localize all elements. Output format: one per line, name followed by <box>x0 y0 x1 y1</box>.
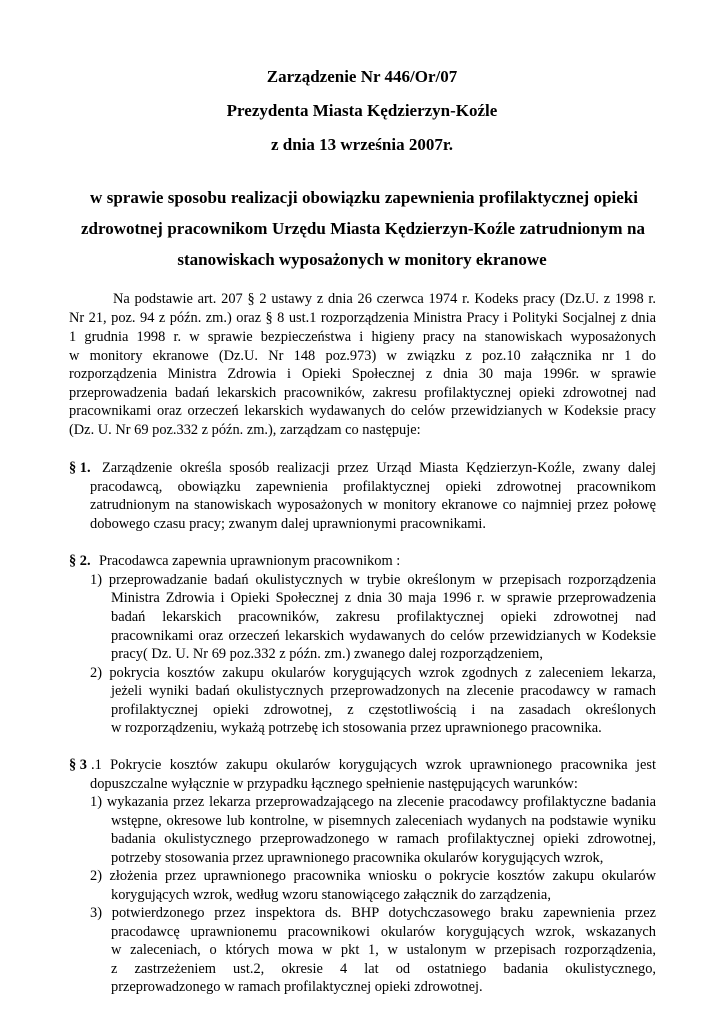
section-2-item-1-line: pracy( Dz. U. Nr 69 poz.332 z późn. zm.) zwanego dalej rozporządzeniem, <box>111 646 543 662</box>
subject-line-3: stanowiskach wyposażonych w monitory ekranowe <box>177 250 547 269</box>
section-2-item-1-line: pracownikami oraz orzeczeń lekarskich wydawanych do celów przewidzianych w Kodeksie <box>111 628 656 644</box>
section-3-item-1-line: badania okulistycznego przeprowadzonego w ramach profilaktycznej opieki zdrowotnej, <box>111 831 656 847</box>
issue-date: z dnia 13 września 2007r. <box>270 135 454 154</box>
subject-line-2: zdrowotnej pracownikom Urzędu Miasta Kędzierzyn-Koźle zatrudnionym na <box>81 219 645 238</box>
section-3-item-3-line: 3) potwierdzonego przez inspektora ds. BHP dotychczasowego braku zapewnienia przez <box>90 905 656 921</box>
section-3-item-1-line: potrzeby stosowania przez uprawnionego pracownika okularów korygujących wzrok, <box>111 850 604 866</box>
section-3-item-1-line: 1) wykazania przez lekarza przeprowadzającego na zlecenie pracodawcy profilaktyczne badania <box>90 794 656 810</box>
section-1-mark: § 1. <box>69 460 91 476</box>
section-3-item-3-line: pracodawcę uprawnionemu pracownikowi okularów korygujących wzrok, wskazanych <box>111 924 656 940</box>
section-1-line: pracodawcą, obowiązku zapewnienia profilaktycznej opieki zdrowotnej pracownikom <box>90 479 656 495</box>
section-3-line: .1 Pokrycie kosztów zakupu okularów korygujących wzrok uprawnionego pracownika jest <box>91 757 656 773</box>
preamble-line: 1 grudnia 1998 r. w sprawie bezpieczeństwa i higieny pracy na stanowiskach wyposażonych <box>69 329 656 345</box>
section-3-line: dopuszczalne wyłącznie w przypadku łącznego spełnienie następujących warunków: <box>90 776 578 792</box>
section-1-line: Zarządzenie określa sposób realizacji przez Urząd Miasta Kędzierzyn-Koźle, zwany dalej <box>102 460 656 476</box>
issuing-authority: Prezydenta Miasta Kędzierzyn-Koźle <box>226 101 498 120</box>
section-2-item-1-line: badań lekarskich pracowników, zakresu profilaktycznej opieki zdrowotnej nad <box>111 609 656 625</box>
section-3-mark: § 3 <box>69 757 87 773</box>
preamble-line: (Dz. U. Nr 69 poz.332 z późn. zm.), zarządzam co następuje: <box>69 422 421 438</box>
section-1-line: dobowego czasu pracy; zwanym dalej uprawnionymi pracownikami. <box>90 516 487 532</box>
subject-line-1: w sprawie sposobu realizacji obowiązku zapewnienia profilaktycznej opieki <box>90 188 638 207</box>
section-3-item-3-line: z zastrzeżeniem ust.2, okresie 4 lat od ostatniego badania okulistycznego, <box>111 961 656 977</box>
section-3-item-1-line: wstępne, okresowe lub kontrolne, w pisemnych zaleceniach wydanych na podstawie wyniku <box>111 813 656 829</box>
section-3-item-2-line: 2) złożenia przez uprawnionego pracownika wniosku o pokrycie kosztów zakupu okularów <box>90 868 656 884</box>
preamble-line: rozporządzenia Ministra Zdrowia i Opieki Społecznej z dnia 30 maja 1996r. w sprawie <box>69 366 656 382</box>
section-3-item-2-line: korygujących wzrok, według wzoru stanowiącego załącznik do zarządzenia, <box>111 887 551 903</box>
section-2-intro: Pracodawca zapewnia uprawnionym pracownikom : <box>99 553 401 569</box>
preamble-line: Nr 21, poz. 94 z późn. zm.) oraz § 8 ust.1 rozporządzenia Ministra Pracy i Polityki Socjalnej z dnia <box>69 310 656 326</box>
section-2-mark: § 2. <box>69 553 91 569</box>
section-2-item-2-line: profilaktycznej opieki zdrowotnej, z częstotliwością i na zasadach określonych <box>111 702 656 718</box>
preamble-line: przeprowadzenia badań lekarskich pracowników, zakresu profilaktycznej opieki zdrowotnej nad <box>69 385 656 401</box>
preamble-line: Na podstawie art. 207 § 2 ustawy z dnia 26 czerwca 1974 r. Kodeks pracy (Dz.U. z 1998 r. <box>113 291 656 307</box>
preamble-line: w monitory ekranowe (Dz.U. Nr 148 poz.973) w związku z poz.10 załącznika nr 1 do <box>69 348 656 364</box>
section-1-line: zatrudnionym na stanowiskach wyposażonych w monitory ekranowe co najmniej przez połowę <box>90 497 656 513</box>
section-3-item-3-line: przeprowadzonego w ramach profilaktycznej opieki zdrowotnej. <box>111 979 483 995</box>
section-2-item-2-line: w rozporządzeniu, wykażą potrzebę ich stosowania przez uprawnionego pracownika. <box>111 720 602 736</box>
section-2-item-2-line: 2) pokrycia kosztów zakupu okularów korygujących wzrok zgodnych z zaleceniem lekarza, <box>90 665 656 681</box>
regulation-number: Zarządzenie Nr 446/Or/07 <box>266 67 458 86</box>
section-2-item-2-line: jeżeli wyniki badań okulistycznych przeprowadzonych na zlecenie pracodawcy w ramach <box>111 683 656 699</box>
section-2-item-1-line: Ministra Zdrowia i Opieki Społecznej z dnia 30 maja 1996 r. w sprawie przeprowadzenia <box>111 590 656 606</box>
section-3-item-3-line: w zaleceniach, o których mowa w pkt 1, w ustalonym w przepisach rozporządzenia, <box>111 942 656 958</box>
section-2-item-1-line: 1) przeprowadzanie badań okulistycznych w trybie określonym w przepisach rozporządzenia <box>90 572 656 588</box>
preamble-line: pracownikami oraz orzeczeń lekarskich wydawanych do celów przewidzianych w Kodeksie pracy <box>69 403 656 419</box>
